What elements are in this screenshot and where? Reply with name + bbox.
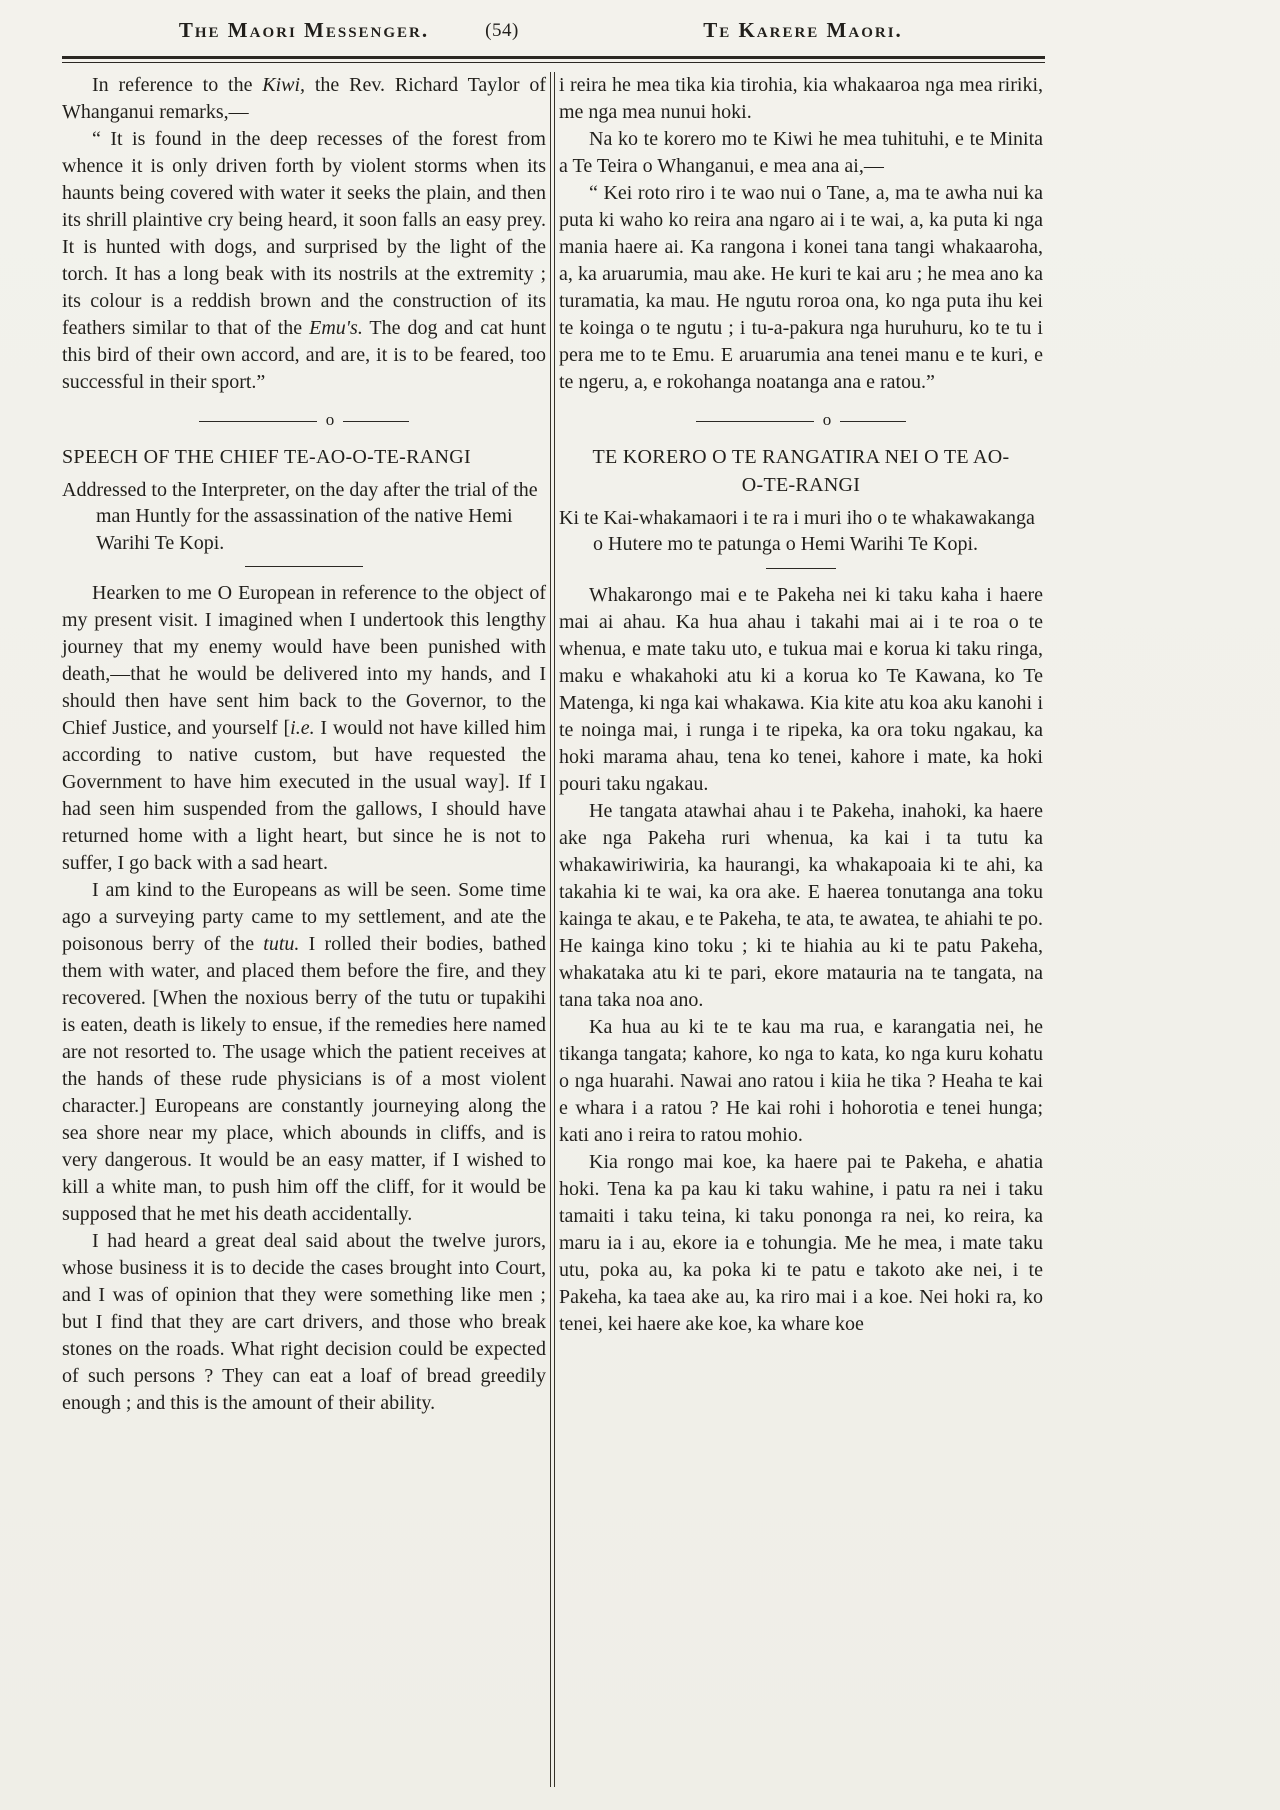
maori-speech-paragraph-1: Whakarongo mai e te Pakeha nei ki taku kaha i haere mai ai ahau. Ka hua ahau i takahi mai ai i te roa o te whenua, e mate taku uto, e tukua mai e korua ki taku ringa, maku e whakahoki atu ki a korua ko Te Kawana, ko Te Matenga, ki nga kai whakawa. Kia kite atu koa aku kanohi i te noinga mai, i runga i te ripeka, ka ora toku ngakau, ka hoki marama ahau, tena ko tenei, kahore i mate, ka hoki pouri taku ngakau.	[559, 583, 1043, 795]
divider-o-glyph: o	[325, 409, 335, 429]
masthead-title-maori: Te Karere Maori.	[703, 18, 903, 42]
divider-rule-left	[696, 421, 814, 422]
english-speech-paragraph-3: I had heard a great deal said about the twelve jurors, whose business it is to decide the cases brought into Court, and I was of opinion that they were something like men ; but I find that they are cart drivers, and those who break stones on the roads. What right decision could be expected of such persons ? They can eat a loaf of bread greedily enough ; and this is the amount of their ability.	[62, 1230, 546, 1414]
english-speech-paragraph-1: Hearken to me O European in reference to the object of my present visit. I imagined when I undertook this lengthy journey that my enemy would have been punished with death,—that he would be delivered into my hands, and I should then have sent him back to the Governor, to the Chief Justice, and yourself [i.e. I would not have killed him according to native custom, but have requested the Government to have him executed in the usual way]. If I had seen him suspended from the gallows, I should have returned home with a light heart, but since he is not to suffer, I go back with a sad heart.	[62, 582, 546, 874]
english-column	[62, 72, 546, 1787]
maori-speech-paragraph-3: Ka hua au ki te te kau ma rua, e karangatia nei, he tikanga tangata; kahore, ko nga to kata, ko nga kuru kohatu o nga huarahi. Nawai ano ratou i kiia he tika ? Heaha te kai e whara i a ratou ? He kai rohi i hohorotia e tenei hunga; kati ano i reira to ratou mohio.	[559, 1015, 1043, 1146]
maori-intro-paragraph: Na ko te korero mo te Kiwi he mea tuhituhi, e te Minita a Te Teira o Whanganui, e mea ana ai,—	[559, 127, 1043, 177]
maori-kiwi-quote-paragraph: “ Kei roto riro i te wao nui o Tane, a, ma te awha nui ka puta ki waho ko reira ana ngaro ai i te wai, a, ka puta ki nga mania haere ai. Ka rangona i konei tana tangi whakaaroha, a, ka aruarumia, mau ake. He kuri te kai aru ; he mea ano ka turamatia, ka mau. He ngutu roroa ona, ko nga puta ihu kei te koinga o te ngutu ; i tu-a-pakura nga huruhuru, ko te tu i pera me to te Emu. E aruarumia ana tenei manu e te kuri, e te ngeru, a, e rokohanga noatanga ana e ratou.”	[559, 181, 1043, 393]
divider-rule-left	[199, 421, 317, 422]
maori-speech-paragraph-2: He tangata atawhai ahau i te Pakeha, inahoki, ka haere ake nga Pakeha ruri whenua, ka kai i ta tutu ka whakawiriwiria, ka haurangi, ka whakapoaia ki te ahi, ka takahia ki te wai, ka ora ake. E haerea tonutanga ana toku kainga te akau, e te Pakeha, te ata, te awatea, te ahiahi te po. He kainga kino toku ; ki te hiahia au ki te patu Pakeha, whakataka atu ki te pari, ekore matauria na te tangata, na tana taka noa ano.	[559, 799, 1043, 1011]
column-divider-rule	[550, 72, 555, 1787]
maori-heading-line-1: TE KORERO O TE RANGATIRA NEI O TE AO-	[592, 445, 1010, 468]
english-section-subheading: Addressed to the Interpreter, on the day after the trial of the man Huntly for the assassination of the native Hemi Warihi Te Kopi.	[62, 478, 538, 554]
divider-rule-right	[840, 421, 906, 422]
divider-o-glyph: o	[822, 409, 832, 429]
english-subheading-rule	[245, 566, 363, 567]
two-column-body	[62, 63, 1045, 1787]
masthead	[62, 12, 1045, 56]
english-speech-paragraph-2: I am kind to the Europeans as will be seen. Some time ago a surveying party came to my settlement, and ate the poisonous berry of the tutu. I rolled their bodies, bathed them with water, and placed them before the fire, and they recovered. [When the noxious berry of the tutu or tupakihi is eaten, death is likely to ensue, if the remedies here named are not resorted to. The usage which the patient receives at the hands of these rude physicians is of a most violent character.] Europeans are constantly journeying along the sea shore near my place, which abounds in cliffs, and is very dangerous. It would be an easy matter, if I wished to kill a white man, to push him off the cliff, for it would be supposed that he met his death accidentally.	[62, 879, 546, 1225]
english-kiwi-quote-paragraph: “ It is found in the deep recesses of the forest from whence it is only driven forth by violent storms when its haunts being covered with water it seeks the plain, and then its shrill plaintive cry being heard, it soon falls an easy prey. It is hunted with dogs, and surprised by the light of the torch. It has a long beak with its nostrils at the extremity ; its colour is a reddish brown and the construction of its feathers similar to that of the Emu's. The dog and cat hunt this bird of their own accord, and are, it is to be feared, too successful in their sport.”	[62, 127, 547, 393]
masthead-title-english: The Maori Messenger.	[178, 18, 430, 42]
section-divider-ornament	[666, 409, 936, 430]
maori-speech-paragraph-4: Kia rongo mai koe, ka haere pai te Pakeha, e ahatia hoki. Tena ka pa kau ki taku wahine, i patu ra nei i taku tamaiti i taku teina, ki taku pononga ra nei, ko reira, ka maru ia i au, ekore ia e tohungia. Me he mea, i mate taku utu, poka au, ka poka ki te patu e takoto ake nei, i te Pakeha, ka taea ake au, ka riro mai i a koe. Nei hoki ra, ko tenei, kei haere ake koe, ka whare koe	[559, 1150, 1043, 1335]
maori-heading-line-2: O-TE-RANGI	[741, 473, 861, 496]
maori-continuation-paragraph: i reira he mea tika kia tirohia, kia whakaaroa nga mea ririki, me nga mea nunui hoki.	[559, 73, 1043, 123]
maori-subheading-rule	[766, 568, 836, 569]
maori-section-heading	[559, 443, 1043, 499]
page-content	[62, 12, 1045, 1787]
divider-rule-right	[343, 421, 409, 422]
english-section-heading: SPEECH OF THE CHIEF TE-AO-O-TE-RANGI	[62, 445, 471, 468]
section-divider-ornament	[169, 409, 439, 430]
page-number: (54)	[485, 20, 519, 41]
english-intro-paragraph: In reference to the Kiwi, the Rev. Richard Taylor of Whanganui remarks,—	[62, 73, 546, 123]
maori-section-subheading: Ki te Kai-whakamaori i te ra i muri iho o te whakawakanga o Hutere mo te patunga o Hemi Warihi Te Kopi.	[559, 506, 1035, 555]
maori-column	[559, 72, 1043, 1787]
